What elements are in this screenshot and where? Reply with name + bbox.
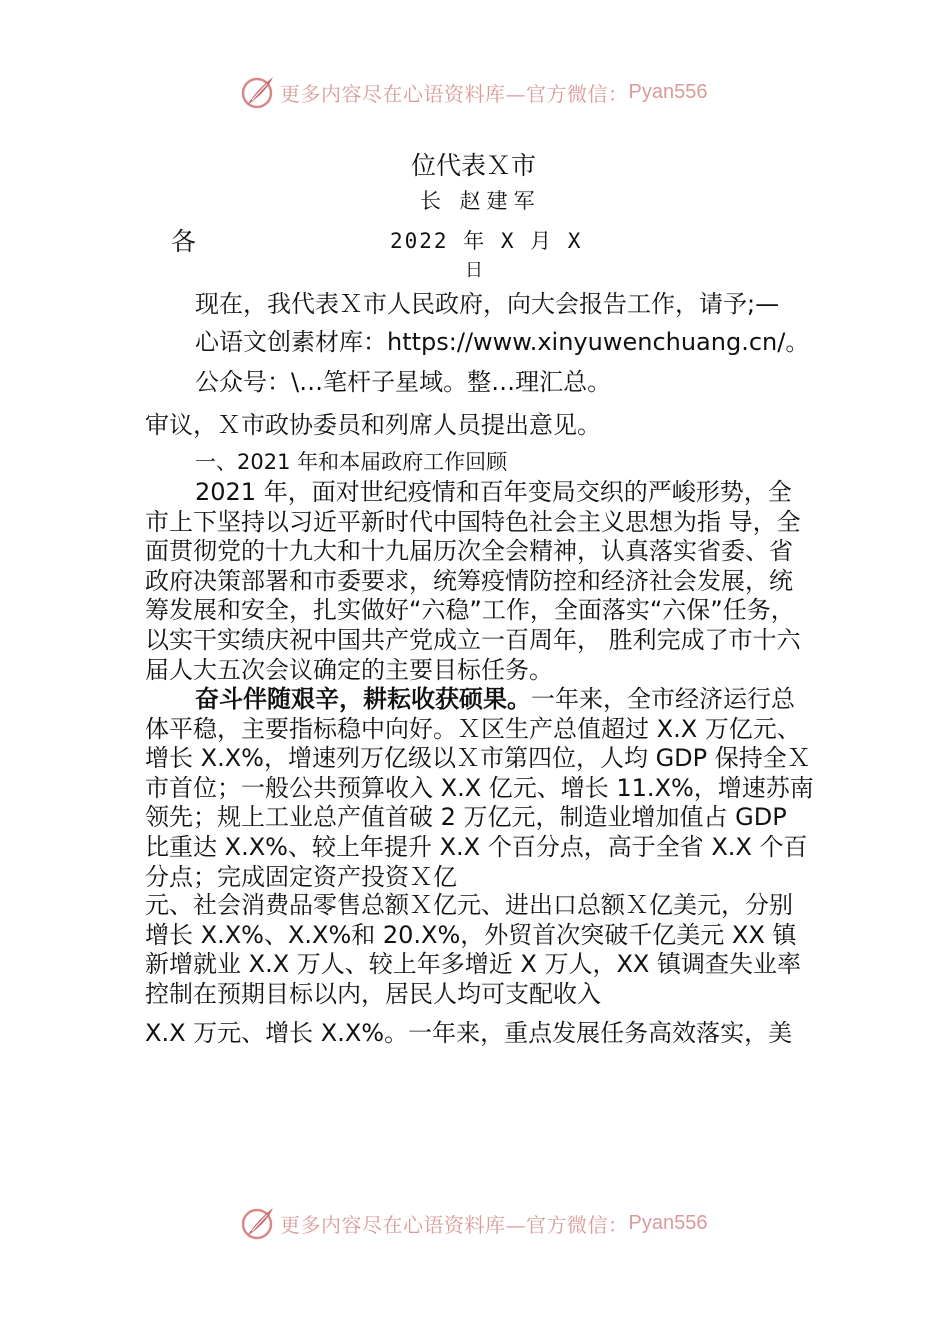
watermark-banner-top bbox=[240, 72, 707, 112]
quill-logo-icon bbox=[240, 74, 276, 110]
intro-line-4: 审议，Ｘ市政协委员和列席人员提出意见。 bbox=[145, 411, 601, 439]
header-day: 日 bbox=[465, 260, 483, 281]
intro-line-3: 公众号：\…笔杆子星域。整…理汇总。 bbox=[195, 368, 612, 396]
quill-logo-icon bbox=[240, 1205, 276, 1241]
page-title: 位代表Ｘ市 bbox=[411, 151, 537, 180]
paragraph-3: 元、社会消费品零售总额Ｘ亿元、进出口总额Ｘ亿美元，分别增长 X.X%、X.X%和 20.X%，外贸首次突破千亿美元 XX 镇新增就业 X.X 万人、较上年多增近 X 万人，XX 镇调查失业率控制在预期目标以内，居民人均可支配收入 bbox=[145, 891, 801, 1008]
paragraph-1-text: 2021 年，面对世纪疫情和百年变局交织的严峻形势，全市上下坚持以习近平新时代中国特色社会主义思想为指 导，全面贯彻党的十九大和十九届历次全会精神，认真落实省委、省政府决策部署和市委要求，统筹疫情防控和经济社会发展，统筹发展和安全，扎实做好“六稳”工作，全面落实“六保”任务，以实干实绩庆祝中国共产党成立一百周年， 胜利完成了市十六届人大五次会议确定的主要目标任务。 bbox=[145, 478, 801, 684]
watermark-text: 更多内容尽在心语资料库—官方微信： bbox=[280, 81, 629, 106]
watermark-wechat-id: Pyan556 bbox=[628, 80, 708, 103]
header-ge: 各 bbox=[171, 227, 197, 256]
section-heading: 一、2021 年和本届政府工作回顾 bbox=[195, 450, 508, 474]
paragraph-2-text: 一年来，全市经济运行总体平稳，主要指标稳中向好。Ｘ区生产总值超过 X.X 万亿元、增长 X.X%，增速列万亿级以Ｘ市第四位，人均 GDP 保持全Ｘ市首位；一般公共预算收入 X.X 亿元、增长 11.X%，增速苏南领先；规上工业总产值首破 2 万亿元，制造业增加值占 GDP 比重达 X.X%、较上年提升 X.X 个百分点，高于全省 X.X 个百分点；完成固定资产投资Ｘ亿 bbox=[145, 685, 814, 891]
watermark-text: 更多内容尽在心语资料库—官方微信： bbox=[280, 1212, 629, 1237]
paragraph-1 bbox=[145, 478, 815, 685]
intro-line-2: 心语文创素材库：https://www.xinyuwenchuang.cn/。 bbox=[195, 328, 810, 356]
page-subtitle: 长 赵建军 bbox=[420, 189, 541, 213]
paragraph-4: X.X 万元、增长 X.X%。一年来，重点发展任务高效落实，美 bbox=[145, 1019, 793, 1047]
header-date: 2022 年 X 月 X bbox=[390, 229, 583, 253]
intro-line-1: 现在，我代表Ｘ市人民政府，向大会报告工作，请予;— bbox=[195, 290, 780, 318]
watermark-wechat-id: Pyan556 bbox=[628, 1211, 708, 1234]
watermark-banner-bottom bbox=[240, 1203, 707, 1243]
paragraph-2-lead: 奋斗伴随艰辛，耕耘收获硕果。 bbox=[195, 685, 531, 713]
paragraph-2 bbox=[145, 685, 815, 892]
